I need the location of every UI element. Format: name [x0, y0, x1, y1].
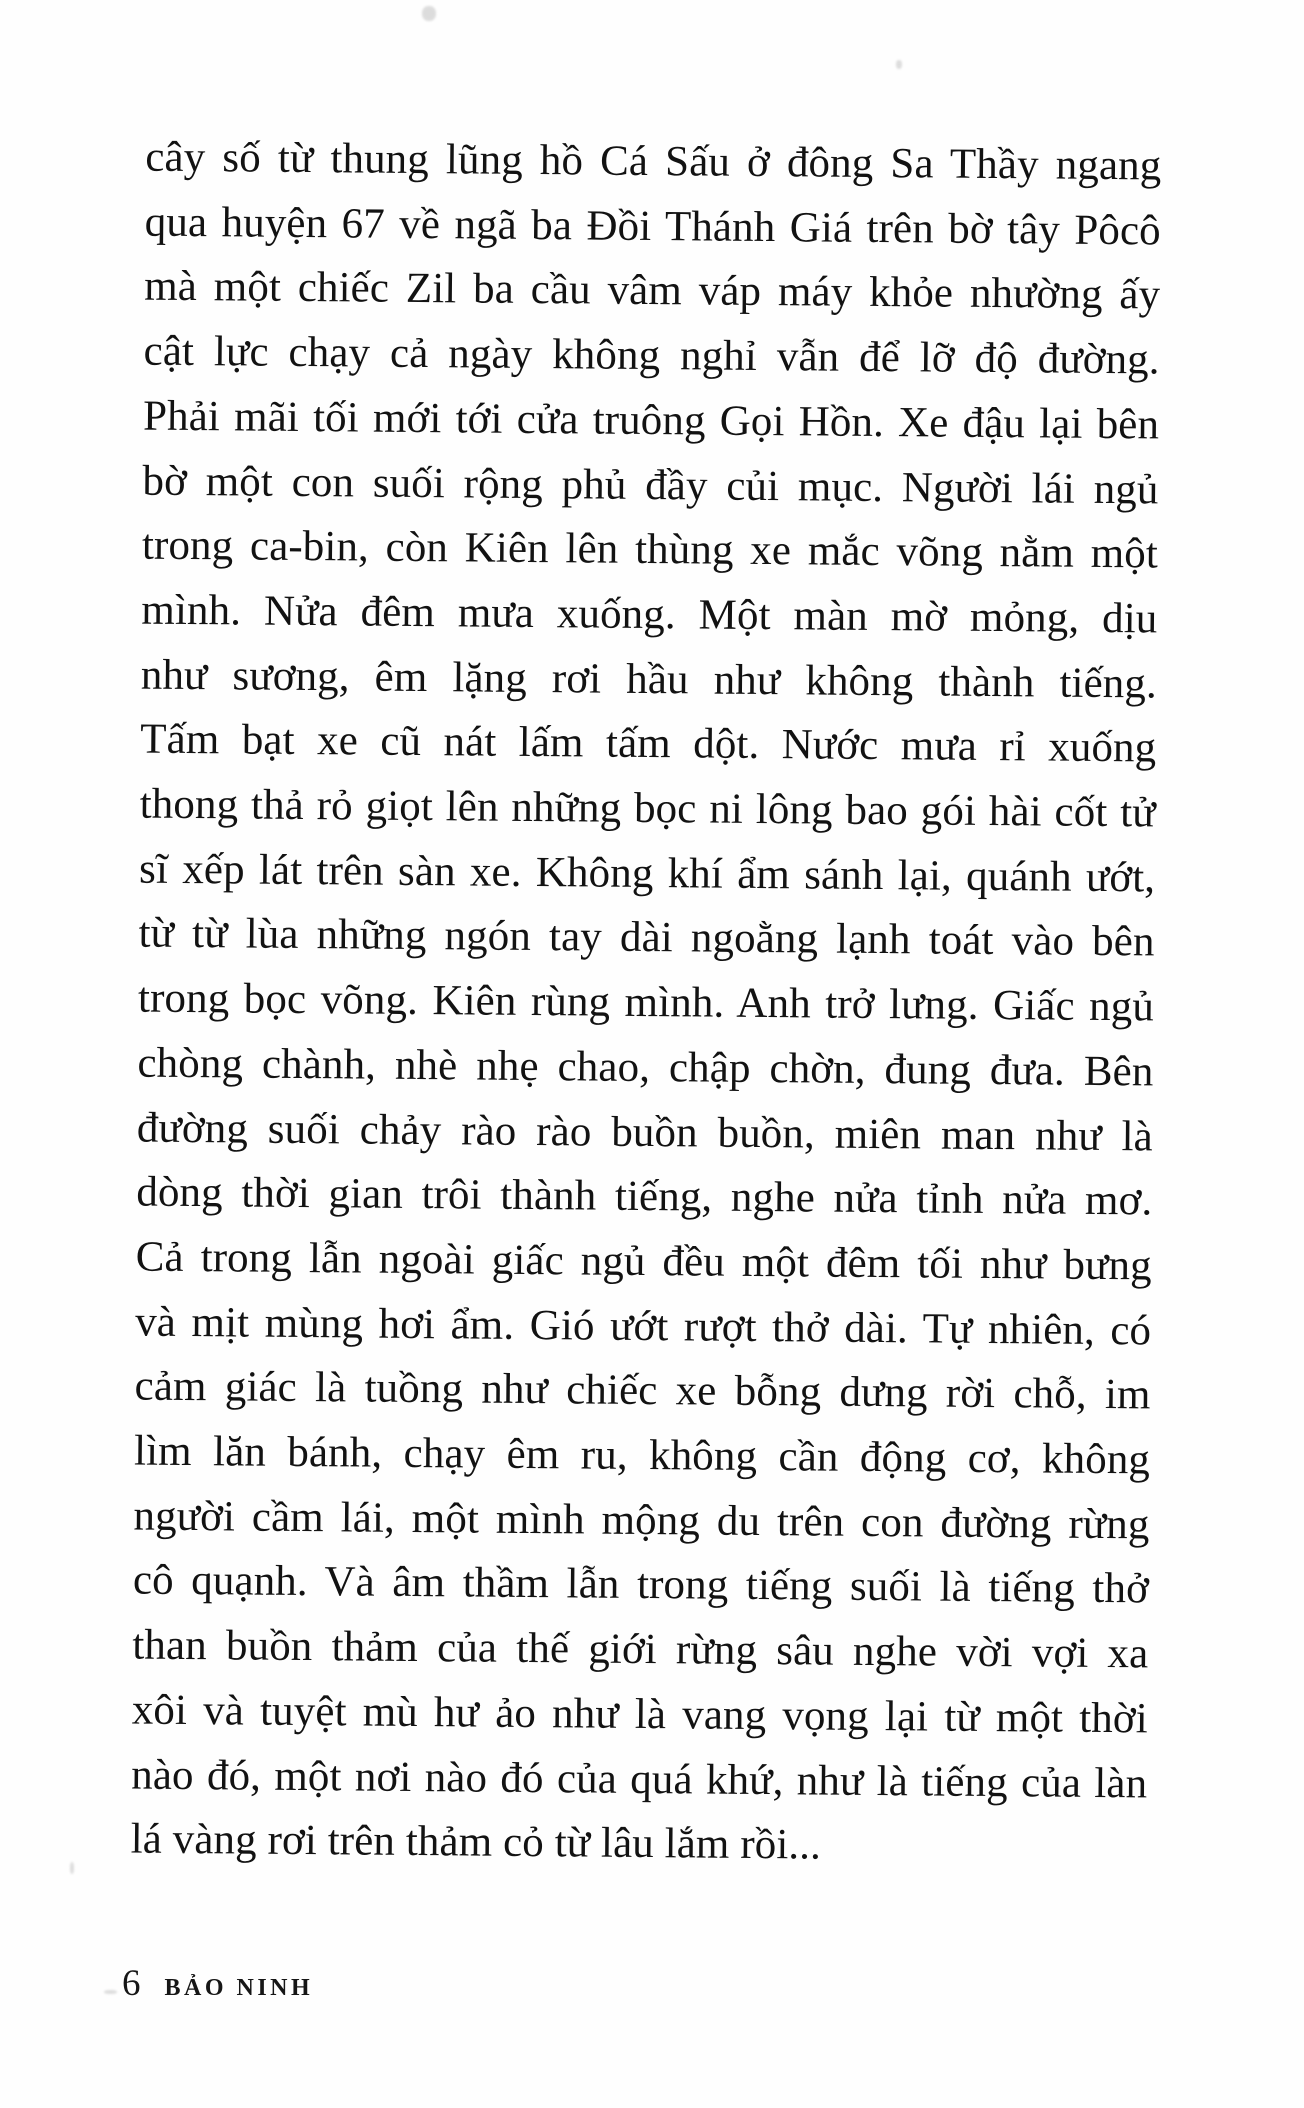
text-line: cật lực chạy cả ngày không nghỉ vẫn để lỡ độ đường. — [143, 327, 1160, 384]
text-line: than buồn thảm của thế giới rừng sâu nghe vời vợi xa — [132, 1621, 1149, 1678]
text-line: đường suối chảy rào rào buồn buồn, miên man như là — [136, 1104, 1154, 1160]
page-number: 6 — [122, 1963, 141, 2004]
text-line: lìm lăn bánh, chạy êm ru, không cần động cơ, không — [133, 1427, 1151, 1484]
page-footer — [122, 1962, 313, 2005]
text-line: trong ca-bin, còn Kiên lên thùng xe mắc võng nằm một — [141, 521, 1159, 578]
text-line: trong bọc võng. Kiên rùng mình. Anh trở lưng. Giấc ngủ — [137, 974, 1155, 1031]
text-line: mình. Nửa đêm mưa xuống. Một màn mờ mỏng, dịu — [141, 586, 1158, 643]
text-line: người cầm lái, một mình mộng du trên con đường rừng — [133, 1492, 1150, 1549]
text-line: cô quạnh. Và âm thầm lẫn trong tiếng suối là tiếng thở — [132, 1557, 1150, 1613]
text-line: Phải mãi tối mới tới cửa truông Gọi Hồn. Xe đậu lại bên — [142, 392, 1160, 449]
text-line: dòng thời gian trôi thành tiếng, nghe nửa tỉnh nửa mơ. — [136, 1168, 1153, 1225]
text-line: sĩ xếp lát trên sàn xe. Không khí ẩm sánh lại, quánh ướt, — [138, 845, 1156, 902]
scan-artifact-icon — [104, 1990, 117, 1994]
text-line: thong thả rỏ giọt lên những bọc ni lông bao gói hài cốt tử — [139, 780, 1156, 837]
author-running-head: BẢO NINH — [164, 1975, 314, 2001]
text-line: bờ một con suối rộng phủ đầy củi mục. Người lái ngủ — [142, 457, 1159, 513]
scan-artifact-icon — [70, 1862, 74, 1874]
text-line: Tấm bạt xe cũ nát lấm tấm dột. Nước mưa rỉ xuống — [140, 715, 1157, 772]
text-line: cảm giác là tuồng như chiếc xe bỗng dưng rời chỗ, im — [134, 1362, 1151, 1419]
text-line: cây số từ thung lũng hồ Cá Sấu ở đông Sa Thầy ngang — [145, 133, 1162, 190]
text-line: qua huyện 67 về ngã ba Đồi Thánh Giá trên bờ tây Pôcô — [144, 198, 1161, 255]
text-line: lá vàng rơi trên thảm cỏ từ lâu lắm rồi... — [130, 1815, 822, 1869]
text-line: mà một chiếc Zil ba cầu vâm váp máy khỏe nhường ấy — [144, 263, 1161, 319]
text-line: Cả trong lẫn ngoài giấc ngủ đều một đêm tối như bưng — [135, 1233, 1152, 1290]
body-text — [130, 126, 1161, 1882]
text-line: từ từ lùa những ngón tay dài ngoằng lạnh toát vào bên — [138, 910, 1155, 966]
text-line: nào đó, một nơi nào đó của quá khứ, như là tiếng của làn — [131, 1751, 1148, 1807]
text-line: như sương, êm lặng rơi hầu như không thành tiếng. — [140, 651, 1158, 708]
text-line: và mịt mùng hơi ẩm. Gió ướt rượt thở dài. Tự nhiên, có — [134, 1298, 1152, 1355]
scan-artifact-icon — [422, 6, 436, 21]
text-line: xôi và tuyệt mù hư ảo như là vang vọng lại từ một thời — [131, 1686, 1148, 1743]
scan-artifact-icon — [896, 60, 902, 69]
text-line: chòng chành, nhè nhẹ chao, chập chờn, đung đưa. Bên — [137, 1039, 1154, 1096]
